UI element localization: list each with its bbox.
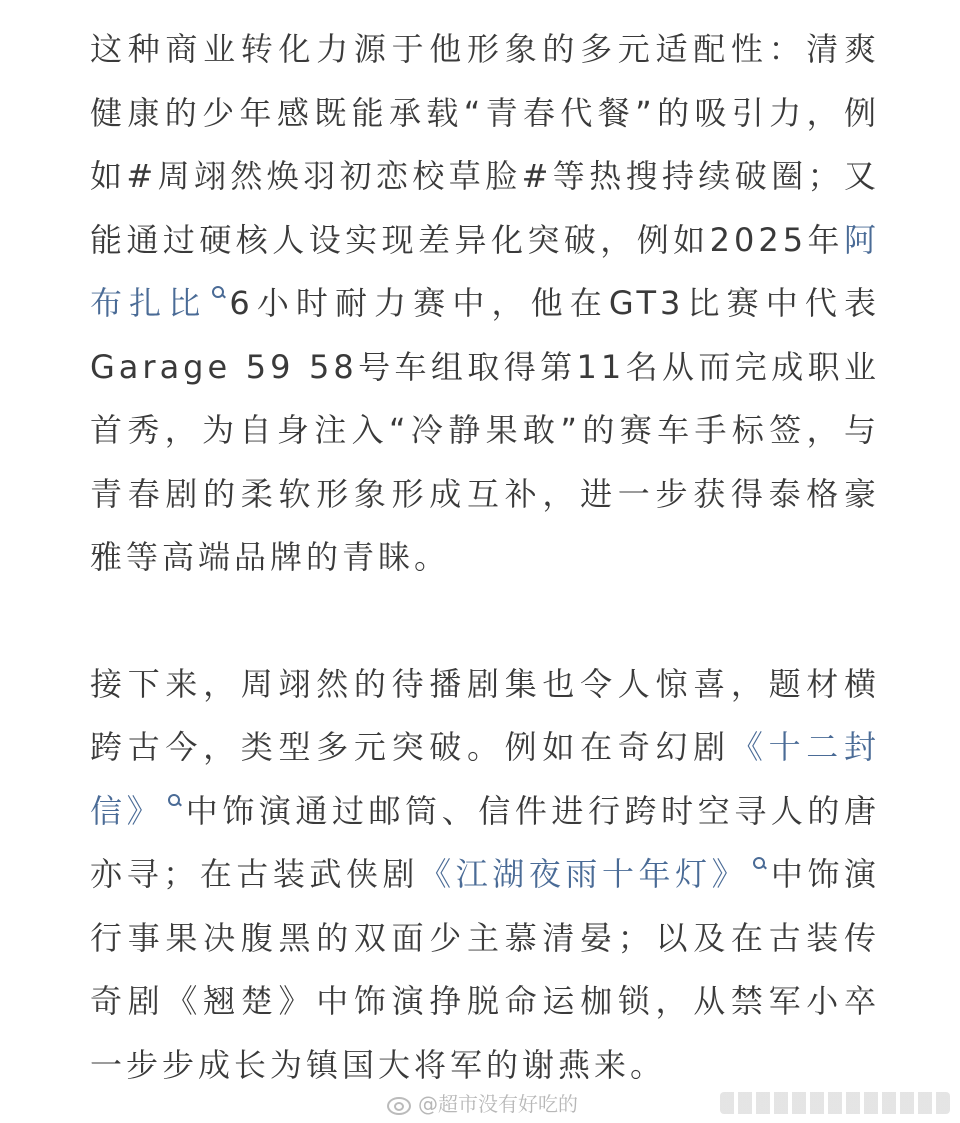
text-line	[90, 526, 880, 590]
text-line	[90, 18, 880, 82]
text-segment: 跨古今，类型多元突破。例如在奇幻剧	[90, 728, 731, 766]
text-line	[90, 145, 880, 209]
topic-link[interactable]: 《江湖夜雨十年灯》	[419, 855, 749, 893]
text-line	[90, 907, 880, 971]
text-line	[90, 82, 880, 146]
text-segment: 行事果决腹黑的双面少主慕清晏；以及在古装传	[90, 918, 880, 957]
text-line	[90, 653, 880, 717]
text-line	[90, 843, 880, 907]
watermark-text: @超市没有好吃的	[418, 1091, 578, 1116]
text-segment: 接下来，周翊然的待播剧集也令人惊喜，题材横	[90, 664, 880, 703]
search-icon[interactable]	[209, 272, 229, 304]
text-segment: 这种商业转化力源于他形象的多元适配性：清爽	[90, 30, 880, 68]
paragraph	[90, 18, 880, 590]
text-line	[90, 336, 880, 400]
text-line	[90, 399, 880, 463]
text-segment: 6小时耐力赛中，他在GT3比赛中代表	[229, 284, 880, 322]
text-line	[90, 716, 880, 780]
topic-link[interactable]: 阿	[843, 220, 880, 259]
text-segment: 首秀，为自身注入“冷静果敢”的赛车手标签，与	[90, 411, 880, 449]
paragraph-gap	[90, 590, 880, 653]
text-line	[90, 209, 880, 273]
text-segment: 中饰演	[770, 855, 880, 893]
text-line	[90, 970, 880, 1034]
watermark	[386, 1084, 578, 1120]
paragraph	[90, 653, 880, 1098]
text-segment: 能通过硬核人设实现差异化突破，例如2025年	[90, 220, 844, 259]
text-segment: 雅等高端品牌的青睐。	[90, 538, 451, 576]
topic-link[interactable]: 《十二封	[730, 728, 880, 766]
search-icon[interactable]	[750, 843, 770, 875]
text-segment: 一步步成长为镇国大将军的谢燕来。	[90, 1045, 667, 1084]
topic-link[interactable]: 信》	[90, 791, 164, 830]
text-line	[90, 780, 880, 844]
text-segment: 健康的少年感既能承载“青春代餐”的吸引力，例	[90, 93, 880, 132]
search-icon[interactable]	[165, 780, 185, 812]
text-segment: 中饰演通过邮筒、信件进行跨时空寻人的唐	[185, 791, 880, 830]
text-line	[90, 463, 880, 527]
text-segment: 奇剧《翘楚》中饰演挣脱命运枷锁，从禁军小卒	[90, 982, 880, 1020]
text-line	[90, 272, 880, 336]
text-segment: 如#周翊然焕羽初恋校草脸#等热搜持续破圈；又	[90, 157, 880, 195]
weibo-icon	[386, 1092, 412, 1112]
article-body	[90, 18, 880, 1097]
text-segment: Garage 59 58号车组取得第11名从而完成职业	[90, 347, 880, 386]
text-segment: 青春剧的柔软形象形成互补，进一步获得泰格豪	[90, 474, 880, 513]
blurred-watermark-tail	[720, 1092, 950, 1114]
text-segment: 亦寻；在古装武侠剧	[90, 855, 420, 893]
topic-link[interactable]: 布扎比	[90, 284, 208, 322]
